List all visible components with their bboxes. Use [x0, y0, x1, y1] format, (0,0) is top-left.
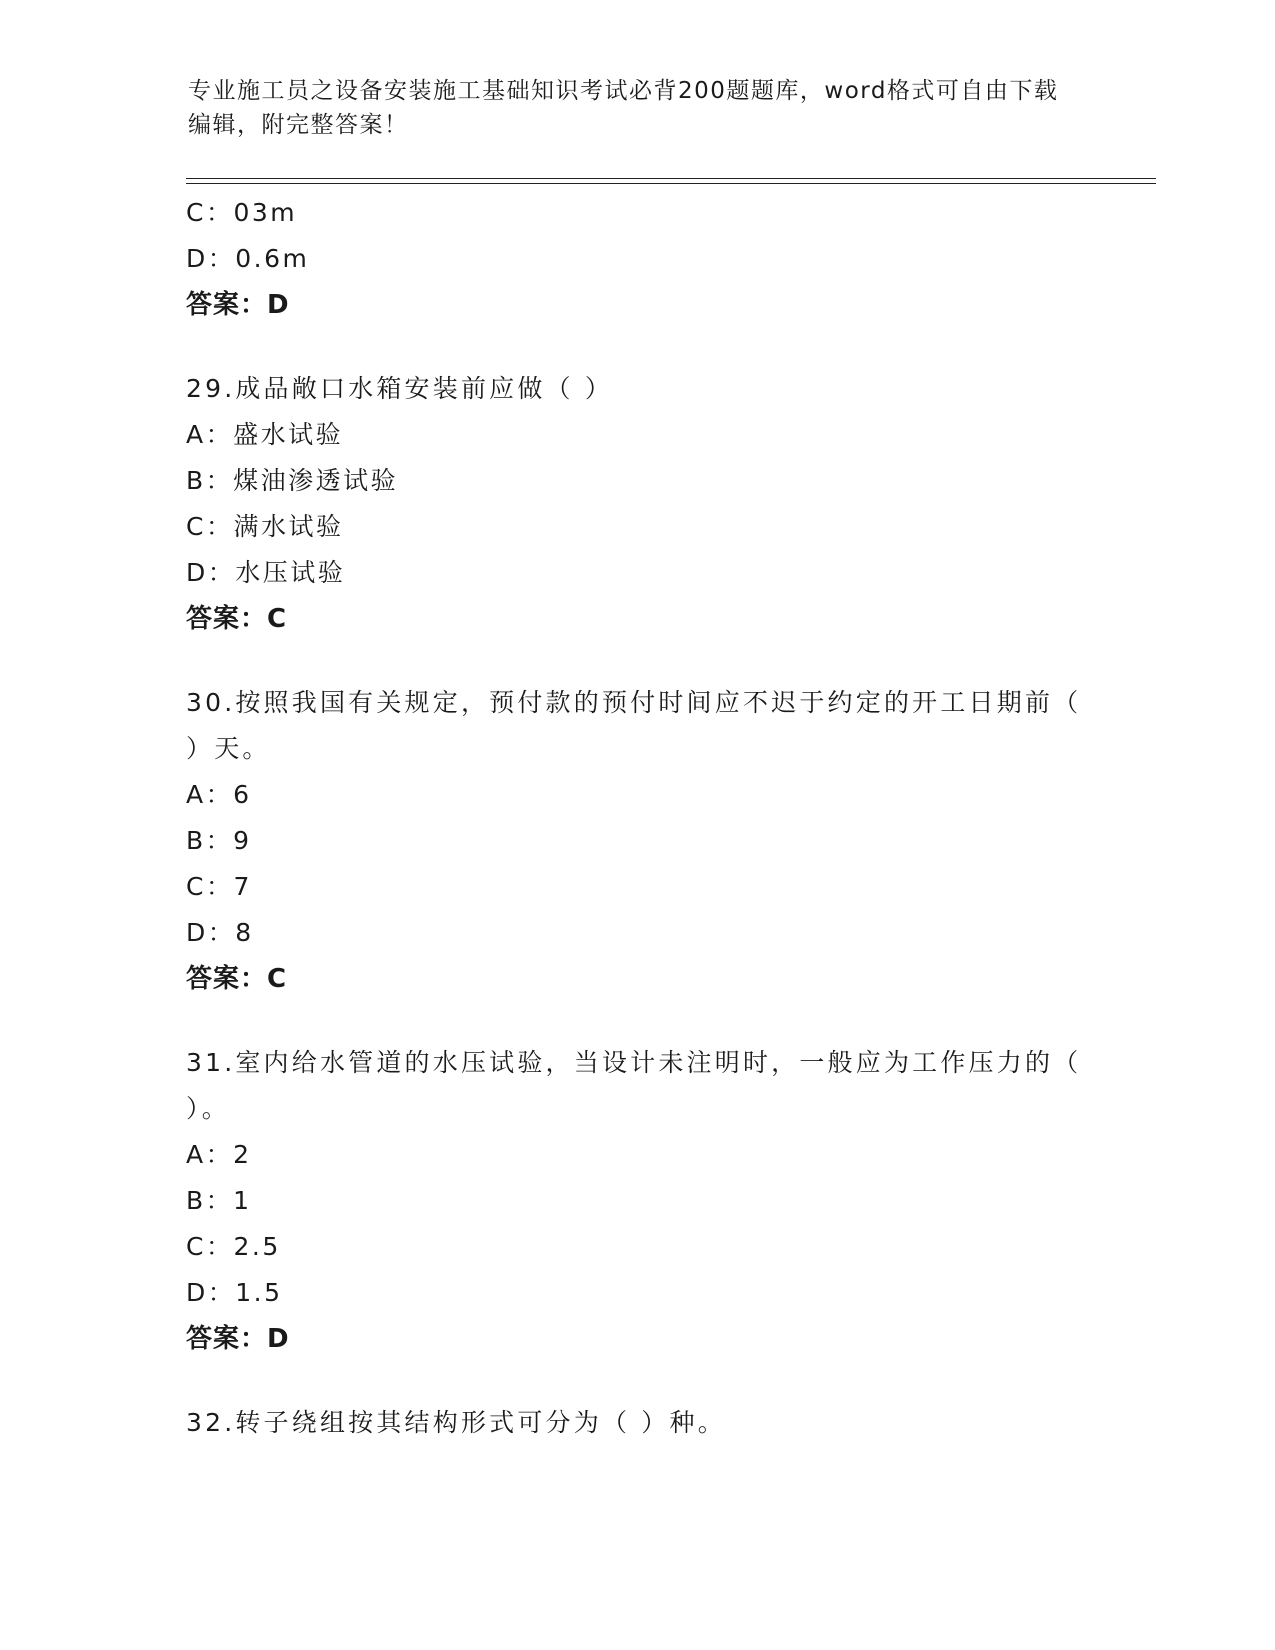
question-text: 30.按照我国有关规定，预付款的预付时间应不迟于约定的开工日期前（ ）天。 — [186, 688, 1082, 763]
partial-question-options — [186, 190, 1086, 282]
answer-line: 答案：D — [186, 290, 290, 320]
option-label: C： — [186, 512, 234, 541]
option-label: D： — [186, 1278, 236, 1307]
question-list — [186, 190, 1086, 1446]
question-32 — [186, 1400, 1086, 1446]
option-b — [186, 458, 1086, 504]
option-d — [186, 1270, 1086, 1316]
option-text: 6 — [233, 780, 252, 809]
option-label: A： — [186, 780, 234, 809]
option-label: D： — [186, 244, 236, 273]
option-a — [186, 772, 1086, 818]
option-label: D： — [186, 558, 236, 587]
option-d — [186, 550, 1086, 596]
answer-line: 答案：D — [186, 1324, 290, 1354]
question-31-options — [186, 1132, 1086, 1316]
option-text: 8 — [235, 918, 254, 947]
question-text: 31.室内给水管道的水压试验，当设计未注明时，一般应为工作压力的（ ）。 — [186, 1048, 1082, 1123]
option-text: 煤油渗透试验 — [233, 466, 399, 495]
option-text: 7 — [233, 872, 252, 901]
option-label: A： — [186, 1140, 234, 1169]
option-c — [186, 864, 1086, 910]
document-header: 专业施工员之设备安装施工基础知识考试必背200题题库，word格式可自由下载编辑，附完整答案！ — [188, 78, 1059, 138]
option-b — [186, 818, 1086, 864]
option-a — [186, 412, 1086, 458]
answer-line: 答案：C — [186, 964, 288, 994]
question-29-options — [186, 412, 1086, 596]
option-text: 2 — [233, 1140, 252, 1169]
option-label: C： — [186, 1232, 234, 1261]
option-label: C： — [186, 198, 234, 227]
option-c — [186, 1224, 1086, 1270]
option-text: 盛水试验 — [233, 420, 344, 449]
option-b — [186, 1178, 1086, 1224]
answer-line: 答案：C — [186, 604, 288, 634]
option-text: 9 — [233, 826, 252, 855]
option-d — [186, 910, 1086, 956]
option-text: 水压试验 — [235, 558, 346, 587]
option-text: 1 — [233, 1186, 252, 1215]
question-text: 29.成品敞口水箱安装前应做（ ） — [186, 374, 614, 403]
option-label: B： — [186, 826, 234, 855]
option-c — [186, 504, 1086, 550]
option-text: 0.6m — [235, 244, 310, 273]
question-29 — [186, 366, 1086, 412]
option-d — [186, 236, 1086, 282]
header-divider-bottom — [186, 183, 1156, 184]
header-divider-top — [186, 178, 1156, 179]
option-text: 1.5 — [235, 1278, 283, 1307]
option-label: D： — [186, 918, 236, 947]
option-text: 2.5 — [233, 1232, 281, 1261]
option-text: 满水试验 — [233, 512, 344, 541]
option-label: B： — [186, 1186, 234, 1215]
option-c — [186, 190, 1086, 236]
option-text: 03m — [233, 198, 298, 227]
option-label: A： — [186, 420, 234, 449]
option-a — [186, 1132, 1086, 1178]
option-label: C： — [186, 872, 234, 901]
question-31 — [186, 1040, 1086, 1132]
question-30-options — [186, 772, 1086, 956]
option-label: B： — [186, 466, 234, 495]
question-text: 32.转子绕组按其结构形式可分为（ ）种。 — [186, 1408, 726, 1437]
question-30 — [186, 680, 1086, 772]
